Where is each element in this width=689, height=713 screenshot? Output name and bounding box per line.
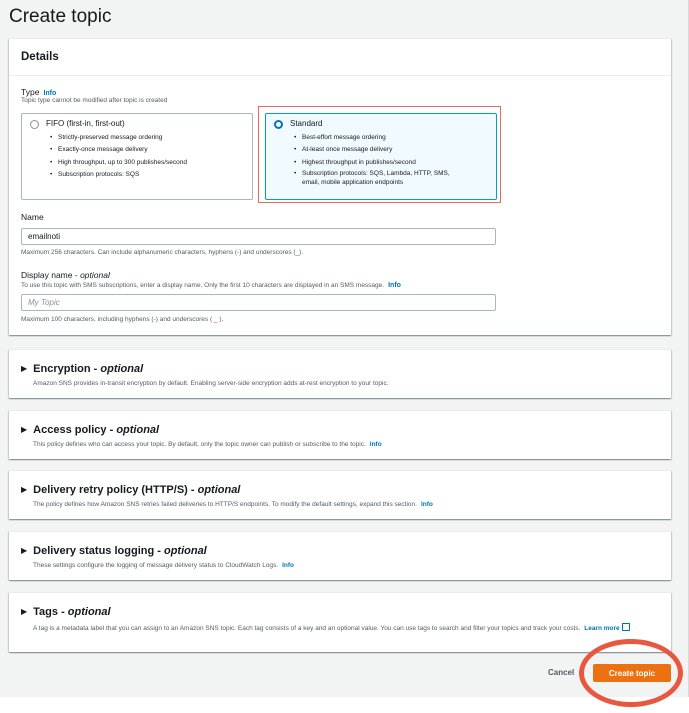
standard-title: Standard [290,119,323,128]
display-name-label: Display name - optional [21,270,110,280]
encryption-section[interactable] [9,349,671,398]
external-link-icon[interactable] [622,623,630,631]
caret-right-icon: ▶ [21,425,28,434]
list-item: • High throughput, up to 300 publishes/second [50,157,187,169]
section-title[interactable]: ▶ Encryption - optional [21,363,144,375]
type-info-link[interactable]: Info [43,90,57,97]
cancel-button[interactable]: Cancel [548,668,575,677]
tags-section[interactable] [9,592,671,652]
list-item: • Subscription protocols: SQS [50,169,187,181]
learn-more-link[interactable]: Learn more [584,625,620,632]
annotation-highlight-ring [579,639,683,707]
display-name-description: To use this topic with SMS subscriptions, enter a display name. Only the first 10 characters are displayed in an SMS message. Info [21,282,401,289]
fifo-title: FIFO (first-in, first-out) [46,119,125,128]
section-description: This policy defines who can access your topic. By default, only the topic owner can publish or subscribe to the topic. Info [33,441,382,448]
type-label: Type Info [21,87,57,97]
section-description: The policy defines how Amazon SNS retries failed deliveries to HTTP/S endpoints. To modify the default settings, expand this section. Info [33,501,433,508]
fifo-radio[interactable] [30,120,39,129]
create-topic-button[interactable]: Create topic [593,664,671,682]
caret-right-icon: ▶ [21,364,28,373]
details-header: Details [9,39,671,76]
delivery-status-section[interactable] [9,531,671,580]
display-name-info-link[interactable]: Info [388,282,401,289]
section-title[interactable]: ▶ Tags - optional [21,606,111,618]
access-policy-section[interactable] [9,410,671,459]
type-description: Topic type cannot be modified after topic is created [21,97,168,104]
section-description: Amazon SNS provides in-transit encryption by default. Enabling server-side encryption adds at-rest encryption to your topic. [33,380,389,387]
delivery-retry-info-link[interactable]: Info [420,501,433,508]
page-title: Create topic [9,6,112,27]
section-title[interactable]: ▶ Access policy - optional [21,424,160,436]
fifo-option-card[interactable] [21,113,253,200]
name-hint: Maximum 256 characters. Can include alphanumeric characters, hyphens (-) and underscores (_). [21,249,304,256]
delivery-retry-section[interactable] [9,470,671,519]
access-policy-info-link[interactable]: Info [369,441,382,448]
list-item: • Highest throughput in publishes/second [294,157,450,169]
section-description: These settings configure the logging of message delivery status to CloudWatch Logs. Info [33,562,295,569]
fifo-features [50,132,187,181]
list-item: • Strictly-preserved message ordering [50,132,187,144]
list-item: • Best-effort message ordering [294,132,450,144]
display-name-hint: Maximum 100 characters, including hyphens (-) and underscores ( _ ). [21,316,224,323]
list-item: • At-least once message delivery [294,144,450,156]
caret-right-icon: ▶ [21,607,28,616]
list-item: • Exactly-once message delivery [50,144,187,156]
section-description: A tag is a metadata label that you can assign to an Amazon SNS topic. Each tag consists of a key and an optional value. You can use tags to search and filter your topics and track your costs. Learn more [33,622,663,634]
section-title[interactable]: ▶ Delivery status logging - optional [21,545,207,557]
list-item-continuation: email, mobile application endpoints [302,178,404,186]
section-title[interactable]: ▶ Delivery retry policy (HTTP/S) - optional [21,484,241,496]
caret-right-icon: ▶ [21,485,28,494]
name-label: Name [21,212,44,222]
annotation-highlight-box [258,106,501,203]
name-input[interactable] [21,228,496,245]
list-item: • Subscription protocols: SQS, Lambda, HTTP, SMS, [294,169,450,178]
caret-right-icon: ▶ [21,546,28,555]
display-name-input[interactable] [21,294,496,311]
delivery-status-info-link[interactable]: Info [282,562,295,569]
